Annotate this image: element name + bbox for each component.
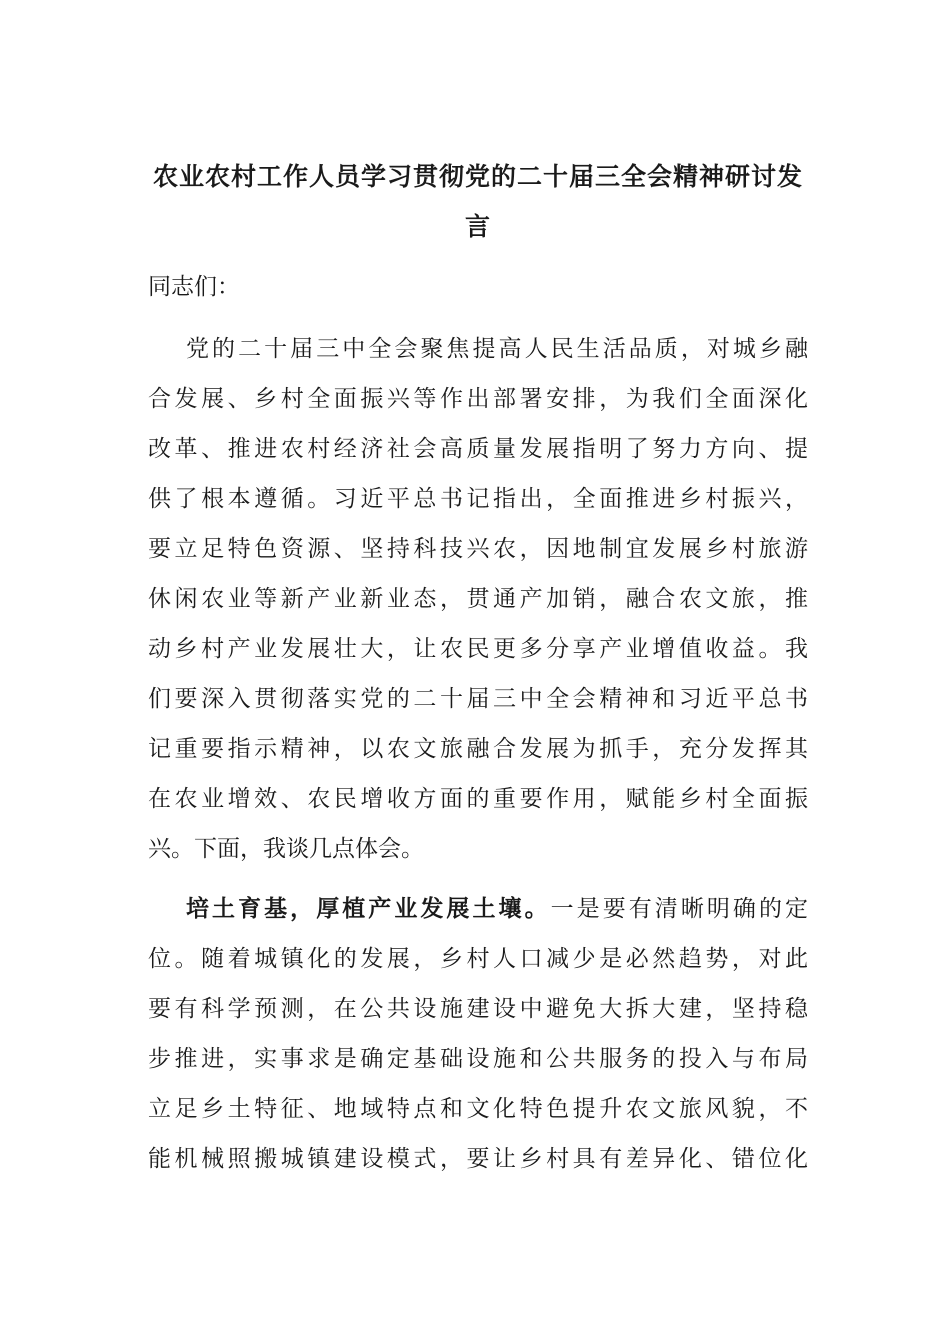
paragraph-line: 合发展、乡村全面振兴等作出部署安排，为我们全面深化 <box>148 386 808 412</box>
paragraph-line: 步推进，实事求是确定基础设施和公共服务的投入与布局 <box>148 1046 808 1072</box>
paragraph-line <box>148 884 808 934</box>
paragraph-line: 改革、推进农村经济社会高质量发展指明了努力方向、提 <box>148 436 808 462</box>
paragraph-line: 休闲农业等新产业新业态，贯通产加销，融合农文旅，推 <box>148 586 808 612</box>
title-line-1: 农业农村工作人员学习贯彻党的二十届三全会精神研讨发 <box>152 162 803 191</box>
paragraph-line: 动乡村产业发展壮大，让农民更多分享产业增值收益。我 <box>148 636 808 662</box>
title-line-2: 言 <box>464 212 491 241</box>
paragraph-line: 供了根本遵循。习近平总书记指出，全面推进乡村振兴， <box>148 486 808 512</box>
paragraph-line: 要立足特色资源、坚持科技兴农，因地制宜发展乡村旅游 <box>148 536 808 562</box>
paragraph-point-one <box>148 884 808 1184</box>
document-title <box>148 152 808 252</box>
paragraph-line: 能机械照搬城镇建设模式，要让乡村具有差异化、错位化 <box>148 1146 808 1172</box>
paragraph-line: 兴。下面，我谈几点体会。 <box>148 836 424 862</box>
salutation: 同志们： <box>148 274 240 300</box>
paragraph-line: 党的二十届三中全会聚焦提高人民生活品质，对城乡融 <box>186 336 808 362</box>
paragraph-line: 立足乡土特征、地域特点和文化特色提升农文旅风貌，不 <box>148 1096 808 1122</box>
paragraph-heading: 培土育基，厚植产业发展土壤。 <box>186 896 551 922</box>
paragraph-intro <box>148 324 808 874</box>
paragraph-line: 要有科学预测，在公共设施建设中避免大拆大建，坚持稳 <box>148 996 808 1022</box>
paragraph-line: 在农业增效、农民增收方面的重要作用，赋能乡村全面振 <box>148 786 808 812</box>
paragraph-line: 记重要指示精神，以农文旅融合发展为抓手，充分发挥其 <box>148 736 808 762</box>
paragraph-line: 们要深入贯彻落实党的二十届三中全会精神和习近平总书 <box>148 686 808 712</box>
paragraph-line: 位。随着城镇化的发展，乡村人口减少是必然趋势，对此 <box>148 946 808 972</box>
paragraph-line-rest: 一是要有清晰明确的定 <box>550 896 809 922</box>
